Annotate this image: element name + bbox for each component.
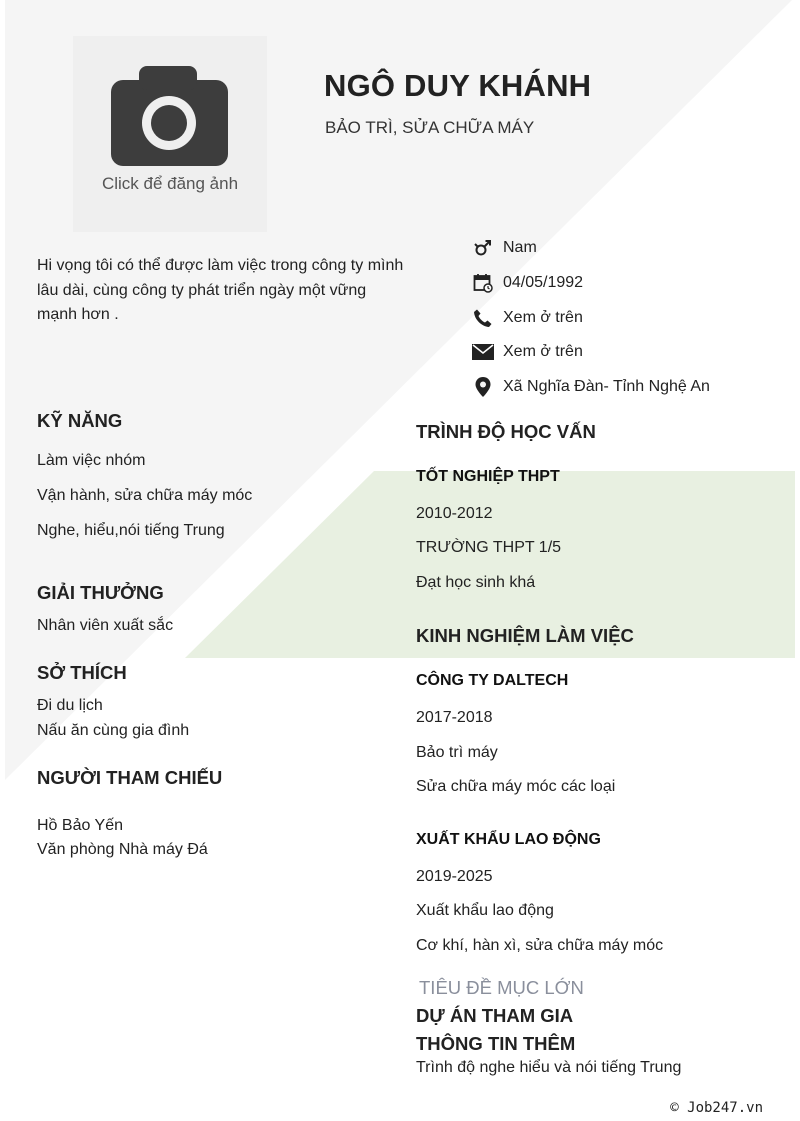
info-address bbox=[472, 370, 710, 405]
location-icon bbox=[472, 376, 494, 398]
award-item: Nhân viên xuất sắc bbox=[37, 617, 174, 634]
info-birthday bbox=[472, 266, 710, 301]
mail-icon bbox=[472, 341, 494, 363]
job-period: 2019-2025 bbox=[416, 868, 493, 885]
education-entry-title: TỐT NGHIỆP THPT bbox=[416, 468, 560, 485]
education-detail: Đạt học sinh khá bbox=[416, 574, 536, 591]
awards-heading: GIẢI THƯỞNG bbox=[37, 582, 164, 603]
skill-item: Nghe, hiểu,nói tiếng Trung bbox=[37, 522, 225, 539]
reference-item: Hồ Bảo Yến bbox=[37, 817, 123, 834]
site-watermark: © Job247.vn bbox=[670, 1100, 763, 1116]
info-birthday-value: 04/05/1992 bbox=[503, 274, 584, 292]
more-info-text: Trình độ nghe hiểu và nói tiếng Trung bbox=[416, 1059, 682, 1076]
info-email-value: Xem ở trên bbox=[503, 343, 583, 361]
job-description: Sửa chữa máy móc các loại bbox=[416, 778, 616, 795]
candidate-name: NGÔ DUY KHÁNH bbox=[324, 68, 592, 103]
hobbies-heading: SỞ THÍCH bbox=[37, 662, 127, 683]
education-school: TRƯỜNG THPT 1/5 bbox=[416, 539, 562, 556]
info-gender bbox=[472, 231, 710, 266]
skill-item: Làm việc nhóm bbox=[37, 452, 146, 469]
job-role: Bảo trì máy bbox=[416, 744, 498, 761]
experience-heading: KINH NGHIỆM LÀM VIỆC bbox=[416, 625, 634, 646]
education-heading: TRÌNH ĐỘ HỌC VẤN bbox=[416, 421, 596, 442]
info-gender-value: Nam bbox=[503, 239, 537, 257]
hobby-item: Đi du lịch bbox=[37, 697, 103, 714]
skill-item: Vận hành, sửa chữa máy móc bbox=[37, 487, 253, 504]
job-role: Xuất khẩu lao động bbox=[416, 902, 554, 919]
education-period: 2010-2012 bbox=[416, 505, 493, 522]
info-address-value: Xã Nghĩa Đàn- Tỉnh Nghệ An bbox=[503, 378, 710, 396]
job-company: CÔNG TY DALTECH bbox=[416, 672, 569, 689]
profile-photo-upload[interactable] bbox=[73, 36, 267, 232]
projects-heading: DỰ ÁN THAM GIA bbox=[416, 1005, 574, 1026]
references-heading: NGƯỜI THAM CHIẾU bbox=[37, 767, 223, 788]
reference-item: Văn phòng Nhà máy Đá bbox=[37, 841, 208, 858]
job-description: Cơ khí, hàn xì, sửa chữa máy móc bbox=[416, 937, 664, 954]
phone-icon bbox=[472, 307, 494, 329]
info-phone-value: Xem ở trên bbox=[503, 308, 583, 326]
career-objective: Hi vọng tôi có thể được làm việc trong công ty mình lâu dài, cùng công ty phát triển ngày một vững mạnh hơn . bbox=[37, 257, 404, 323]
more-info-heading: THÔNG TIN THÊM bbox=[416, 1033, 576, 1054]
calendar-icon bbox=[472, 272, 494, 294]
section-title-placeholder[interactable]: TIÊU ĐỀ MỤC LỚN bbox=[419, 977, 584, 998]
job-period: 2017-2018 bbox=[416, 709, 493, 726]
skills-heading: KỸ NĂNG bbox=[37, 410, 123, 431]
info-email bbox=[472, 335, 710, 370]
job-company: XUẤT KHẨU LAO ĐỘNG bbox=[416, 831, 601, 848]
candidate-job-title: BẢO TRÌ, SỬA CHỮA MÁY bbox=[325, 118, 535, 137]
photo-upload-label: Click để đăng ảnh bbox=[101, 174, 239, 193]
gender-icon bbox=[472, 237, 494, 259]
info-phone bbox=[472, 300, 710, 335]
hobby-item: Nấu ăn cùng gia đình bbox=[37, 722, 190, 739]
camera-icon bbox=[111, 64, 229, 168]
personal-info-list bbox=[472, 231, 710, 404]
